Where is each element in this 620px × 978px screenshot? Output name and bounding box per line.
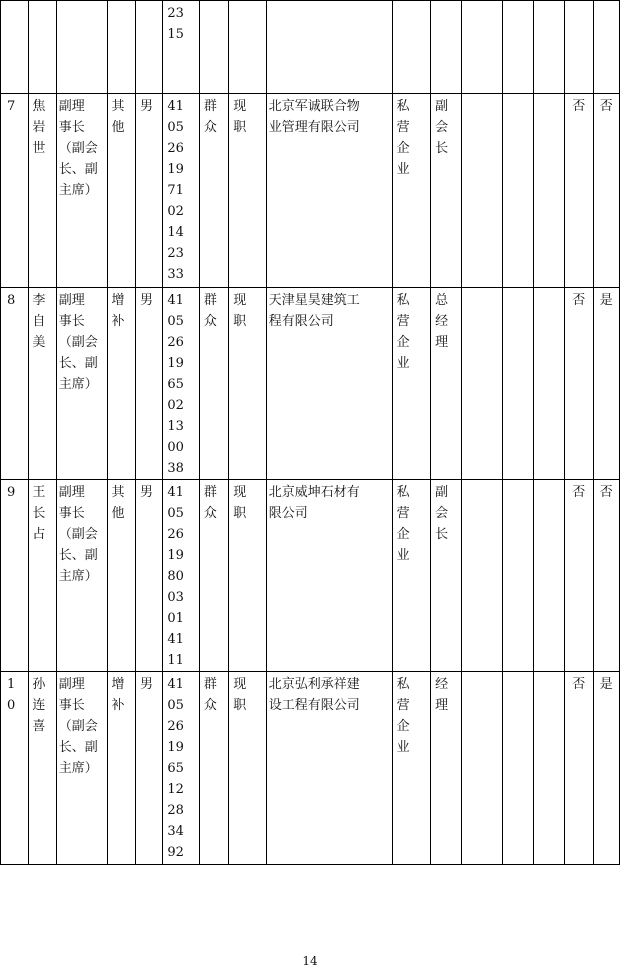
position-cell: 副理 事长 （副会 长、副 主席） — [56, 672, 107, 865]
name-cell: 孙 连 喜 — [29, 672, 56, 865]
job-status-cell: 现 职 — [229, 480, 267, 672]
company-nature-cell: 私 营 企 业 — [392, 288, 431, 480]
name-cell: 焦 岩 世 — [29, 94, 56, 288]
political-status-cell: 群 众 — [199, 672, 228, 865]
gender-cell — [135, 1, 162, 94]
job-status-cell: 现 职 — [229, 672, 267, 865]
blank-cell — [503, 94, 533, 288]
flag-cell: 是 — [593, 288, 620, 480]
change-type-cell: 其 他 — [107, 480, 135, 672]
flag-cell — [565, 1, 593, 94]
id-number-cell: 41 05 26 19 71 02 14 23 33 — [163, 94, 200, 288]
workplace-cell: 北京弘利承祥建 设工程有限公司 — [266, 672, 392, 865]
flag-cell: 否 — [565, 94, 593, 288]
workplace-cell: 天津星昊建筑工 程有限公司 — [266, 288, 392, 480]
workplace-cell: 北京威坤石材有 限公司 — [266, 480, 392, 672]
table-row — [1, 94, 620, 288]
blank-cell — [461, 288, 503, 480]
job-status-cell: 现 职 — [229, 288, 267, 480]
company-nature-cell: 私 营 企 业 — [392, 94, 431, 288]
job-status-cell: 现 职 — [229, 94, 267, 288]
flag-cell: 否 — [565, 288, 593, 480]
flag-cell: 否 — [593, 94, 620, 288]
gender-cell: 男 — [135, 672, 162, 865]
flag-cell: 否 — [565, 480, 593, 672]
row-number — [1, 1, 29, 94]
workplace-cell — [266, 1, 392, 94]
blank-cell — [503, 1, 533, 94]
row-number: 7 — [1, 94, 29, 288]
table-row — [1, 1, 620, 94]
name-cell — [29, 1, 56, 94]
row-number: 9 — [1, 480, 29, 672]
position-cell — [56, 1, 107, 94]
job-title-cell: 经 理 — [431, 672, 461, 865]
blank-cell — [533, 672, 564, 865]
political-status-cell: 群 众 — [199, 94, 228, 288]
row-number: 8 — [1, 288, 29, 480]
blank-cell — [533, 288, 564, 480]
gender-cell: 男 — [135, 94, 162, 288]
name-cell: 王 长 占 — [29, 480, 56, 672]
flag-cell: 否 — [593, 480, 620, 672]
blank-cell — [461, 1, 503, 94]
position-cell: 副理 事长 （副会 长、副 主席） — [56, 288, 107, 480]
political-status-cell — [199, 1, 228, 94]
political-status-cell: 群 众 — [199, 288, 228, 480]
company-nature-cell: 私 营 企 业 — [392, 672, 431, 865]
name-cell: 李 自 美 — [29, 288, 56, 480]
blank-cell — [461, 480, 503, 672]
flag-cell: 是 — [593, 672, 620, 865]
blank-cell — [533, 480, 564, 672]
blank-cell — [533, 1, 564, 94]
blank-cell — [461, 94, 503, 288]
gender-cell: 男 — [135, 288, 162, 480]
id-number-cell: 41 05 26 19 65 12 28 34 92 — [163, 672, 200, 865]
id-number-cell: 41 05 26 19 80 03 01 41 11 — [163, 480, 200, 672]
flag-cell: 否 — [565, 672, 593, 865]
company-nature-cell — [392, 1, 431, 94]
id-number-cell: 41 05 26 19 65 02 13 00 38 — [163, 288, 200, 480]
table-row — [1, 480, 620, 672]
change-type-cell: 增 补 — [107, 672, 135, 865]
change-type-cell: 增 补 — [107, 288, 135, 480]
job-title-cell: 副 会 长 — [431, 480, 461, 672]
id-number-cell: 23 15 — [163, 1, 200, 94]
change-type-cell: 其 他 — [107, 94, 135, 288]
workplace-cell: 北京军诚联合物 业管理有限公司 — [266, 94, 392, 288]
job-title-cell: 总 经 理 — [431, 288, 461, 480]
table-row — [1, 288, 620, 480]
row-number: 1 0 — [1, 672, 29, 865]
blank-cell — [533, 94, 564, 288]
position-cell: 副理 事长 （副会 长、副 主席） — [56, 480, 107, 672]
page-number: 14 — [302, 954, 318, 968]
table-row — [1, 672, 620, 865]
gender-cell: 男 — [135, 480, 162, 672]
blank-cell — [503, 480, 533, 672]
job-title-cell — [431, 1, 461, 94]
job-status-cell — [229, 1, 267, 94]
blank-cell — [503, 288, 533, 480]
change-type-cell — [107, 1, 135, 94]
position-cell: 副理 事长 （副会 长、副 主席） — [56, 94, 107, 288]
flag-cell — [593, 1, 620, 94]
political-status-cell: 群 众 — [199, 480, 228, 672]
blank-cell — [461, 672, 503, 865]
blank-cell — [503, 672, 533, 865]
job-title-cell: 副 会 长 — [431, 94, 461, 288]
company-nature-cell: 私 营 企 业 — [392, 480, 431, 672]
